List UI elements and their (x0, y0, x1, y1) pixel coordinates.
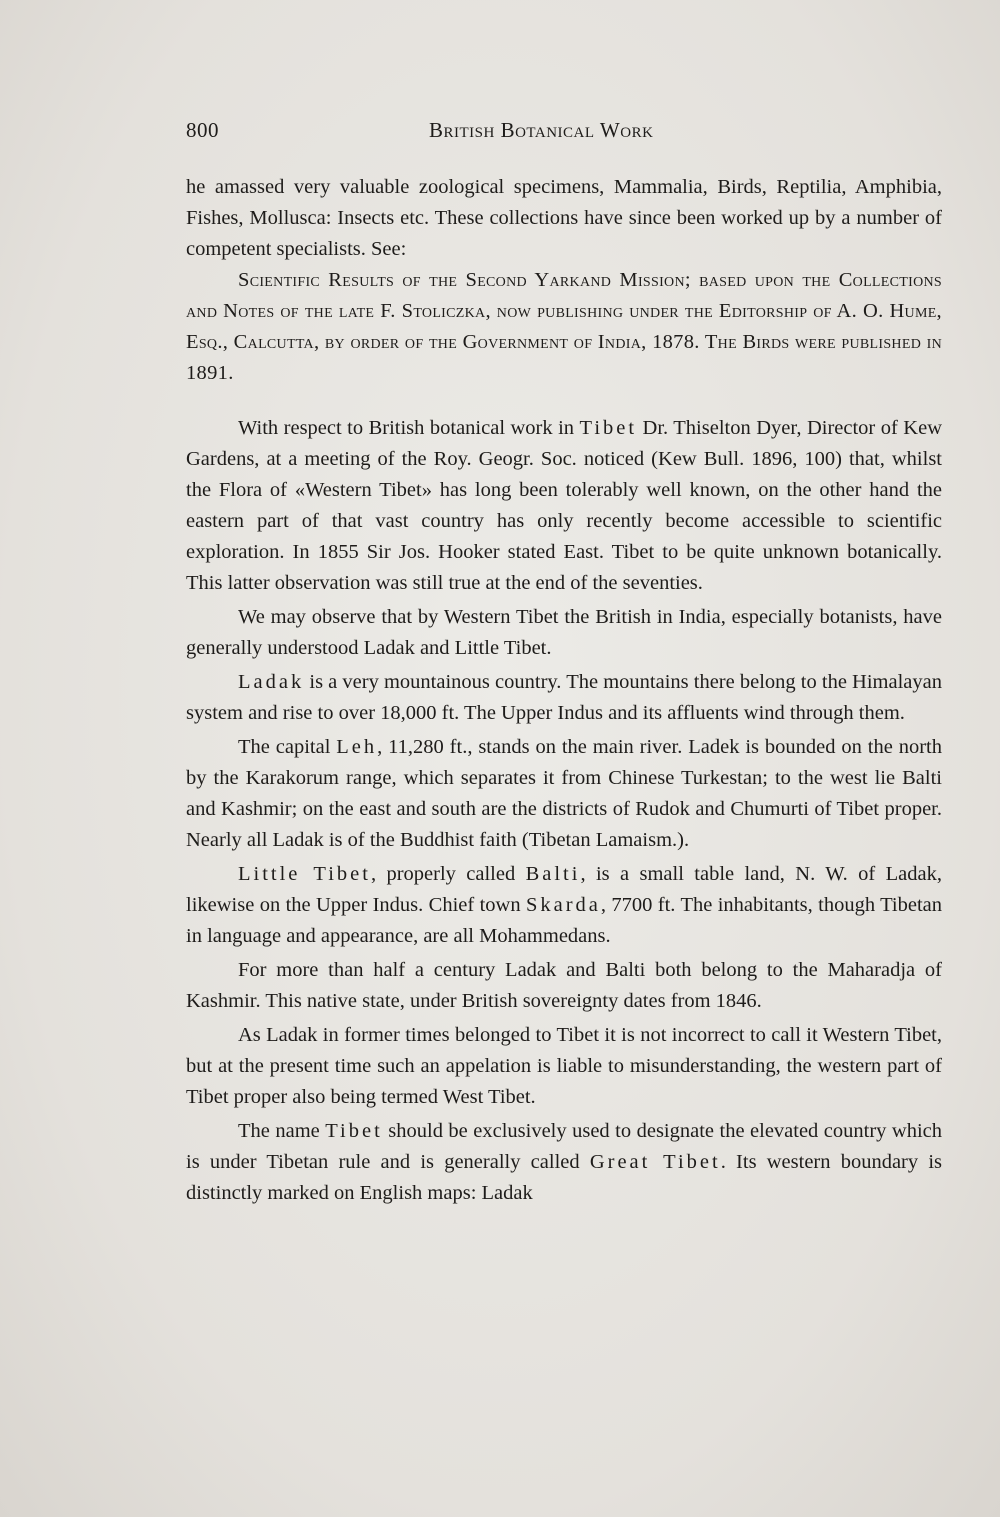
spaced-word: Skarda (525, 894, 601, 916)
spaced-word: Leh (336, 736, 378, 758)
text-run: Dr. Thiselton Dyer, Director of Kew Gardens, at a meeting of the Roy. Geogr. Soc. noticed (Kew Bull. 1896, 100) that, whilst the Flora of «Western Tibet» has long been tolerably well known, on the other hand the eastern part of that vast country has only recently become accessible to scientific exploration. In 1855 Sir Jos. Hooker stated East. Tibet to be quite unknown botanically. This latter observation was still true at the end of the seventies. (186, 417, 942, 594)
citation-paragraph: Scientific Results of the Second Yarkand Mission; based upon the Collections and Notes of the late F. Stoliczka, now publishing under the Editorship of A. O. Hume, Esq., Calcutta, by order of the Government of India, 1878. The Birds were published in 1891. (186, 269, 942, 384)
paragraph (186, 1116, 942, 1209)
paragraph (186, 732, 942, 856)
spaced-word: Balti (525, 863, 581, 885)
paragraph: he amassed very valuable zoological specimens, Mammalia, Birds, Reptilia, Amphibia, Fishes, Mollusca: Insects etc. These collections have since been worked up by a number of competent specialists. See: (186, 176, 942, 260)
page-number: 800 (186, 118, 219, 142)
text-run: , 7700 ft. The inhabitants, though Tibetan in language and appearance, are all Mohammedans. (186, 894, 942, 947)
paragraph: As Ladak in former times belonged to Tibet it is not incorrect to call it Western Tibet, but at the present time such an appelation is liable to misunderstanding, the western part of Tibet proper also being termed West Tibet. (186, 1024, 942, 1108)
spaced-word: Ladak (238, 671, 305, 693)
text-run: With respect to British botanical work in (238, 417, 580, 439)
text-run: The name (238, 1120, 326, 1142)
paragraph: For more than half a century Ladak and Balti both belong to the Maharadja of Kashmir. This native state, under British sovereignty dates from 1846. (186, 959, 942, 1012)
running-title: British Botanical Work (429, 118, 654, 142)
text-run: , is a small table land, N. W. of Ladak, likewise on the Upper Indus. Chief town (186, 863, 942, 916)
text-run: , 11,280 ft., stands on the main river. Ladek is bounded on the north by the Karakorum range, which separates it from Chinese Turkestan; to the west lie Balti and Kashmir; on the east and south are the districts of Rudok and Chumurti of Tibet proper. Nearly all Ladak is of the Buddhist faith (Tibetan Lamaism.). (186, 736, 942, 851)
paragraph: We may observe that by Western Tibet the British in India, especially botanists, have generally understood Ladak and Little Tibet. (186, 606, 942, 659)
text-run: should be exclusively used to designate the elevated country which is under Tibetan rule and is generally called (186, 1120, 942, 1173)
spaced-word: Great Tibet (589, 1151, 721, 1173)
paragraph (186, 413, 942, 599)
text-run: . Its western boundary is distinctly marked on English maps: Ladak (186, 1151, 942, 1204)
paragraph (186, 859, 942, 952)
page-header (186, 118, 702, 148)
text-run: is a very mountainous country. The mountains there belong to the Himalayan system and rise to over 18,000 ft. The Upper Indus and its affluents wind through them. (186, 671, 942, 724)
spaced-word: Tibet (579, 417, 638, 439)
spaced-word: Little Tibet (238, 863, 371, 885)
paragraph (186, 667, 942, 729)
spaced-word: Tibet (325, 1120, 383, 1142)
text-run: The capital (238, 736, 337, 758)
body-text (186, 172, 942, 1209)
text-run: , properly called (370, 863, 526, 885)
